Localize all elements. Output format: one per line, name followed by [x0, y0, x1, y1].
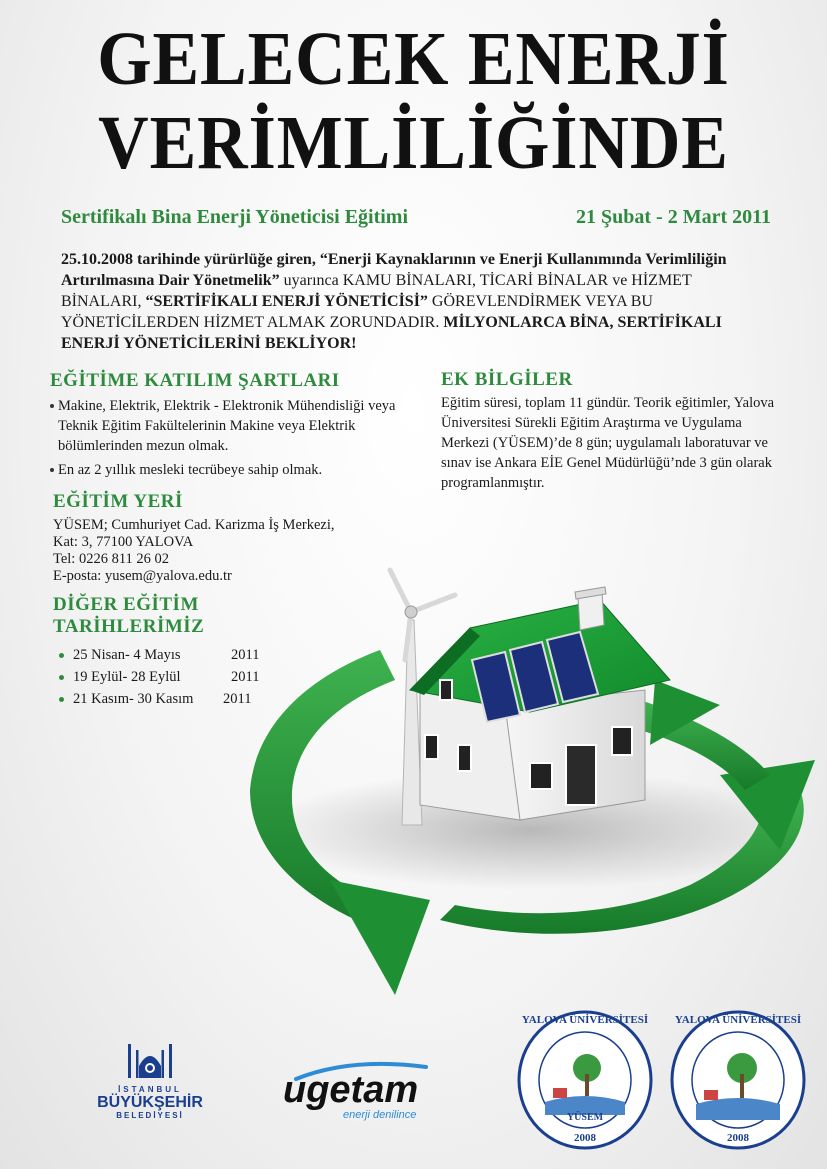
ibb-line-2: BÜYÜKŞEHİR	[97, 1094, 203, 1111]
list-item: En az 2 yıllık mesleki tecrübeye sahip olmak.	[50, 460, 420, 480]
address-line-2: Kat: 3, 77100 YALOVA	[53, 534, 194, 550]
address-line-1: YÜSEM; Cumhuriyet Cad. Karizma İş Merkezi,	[53, 517, 335, 533]
other-dates-heading: DİĞER EĞİTİM TARİHLERİMİZ	[53, 594, 205, 637]
recycle-arrow-top-right	[640, 680, 770, 790]
ibb-line-3: BELEDİYESİ	[116, 1111, 184, 1120]
extra-info-heading: EK BİLGİLER	[441, 369, 573, 390]
seal-center-text: YÜSEM	[566, 1112, 604, 1123]
intro-part-5: GÖREVLENDİRMEK VEYA BU YÖNETİCİLERDEN HİZMET ALMAK ZORUNDADIR.	[61, 293, 653, 331]
seal-year: 2008	[727, 1132, 749, 1144]
extra-info-section	[441, 369, 781, 493]
ugetam-logo	[283, 1063, 433, 1121]
intro-part-4: “SERTİFİKALI ENERJİ YÖNETİCİSİ”	[145, 293, 428, 310]
ibb-line-1: İSTANBUL	[118, 1085, 182, 1094]
list-item: Makine, Elektrik, Elektrik - Elektronik Mühendisliği veya Teknik Eğitim Fakültelerinin Makine veya Elektrik bölümlerinden mezun olmak.	[50, 396, 420, 456]
swoosh-icon	[291, 1061, 431, 1081]
intro-part-3: uyarınca KAMU BİNALARI, TİCARİ BİNALAR ve HİZMET BİNALARI,	[61, 272, 692, 310]
date-year: 2011	[223, 691, 252, 707]
date-range: 19 Eylül- 28 Eylül	[73, 669, 181, 685]
title-line-1: GELECEK ENERJİ	[97, 17, 730, 101]
intro-part-1: 25.10.2008 tarihinde yürürlüğe giren,	[61, 251, 320, 268]
requirements-heading: EĞİTİME KATILIM ŞARTLARI	[50, 370, 340, 391]
intro-part-6: MİLYONLARCA BİNA, SERTİFİKALI ENERJİ YÖNETİCİLERİNİ BEKLİYOR!	[61, 314, 722, 352]
phone: Tel: 0226 811 26 02	[53, 551, 170, 567]
ugetam-name: ugetam	[283, 1069, 419, 1111]
ugetam-tagline: enerji denilince	[343, 1109, 417, 1121]
seal-year: 2008	[574, 1132, 596, 1144]
date-year: 2011	[231, 669, 260, 685]
seal-ring-text: YALOVA ÜNİVERSİTESİ	[674, 1014, 802, 1026]
email: E-posta: yusem@yalova.edu.tr	[53, 568, 232, 584]
yalova-university-seal	[668, 1010, 808, 1150]
course-name: Sertifikalı Bina Enerji Yöneticisi Eğitimi	[61, 206, 409, 228]
house-illustration	[0, 560, 827, 1000]
requirements-section	[50, 370, 420, 484]
intro-part-2: “Enerji Kaynaklarının ve Enerji Kullanımında Verimliliğin Artırılmasına Dair Yönetmelik”	[61, 251, 727, 289]
mosque-icon	[125, 1040, 175, 1080]
title-line-2: VERİMLİLİĞİNDE	[98, 101, 729, 185]
intro-paragraph	[61, 249, 771, 354]
ibb-logo	[95, 1040, 205, 1120]
date-range: 25 Nisan- 4 Mayıs	[73, 647, 181, 663]
yusem-seal	[515, 1010, 655, 1150]
date-year: 2011	[231, 647, 260, 663]
course-dates: 21 Şubat - 2 Mart 2011	[576, 206, 771, 228]
seal-ring-text: YALOVA ÜNİVERSİTESİ	[521, 1014, 649, 1026]
extra-info-text: Eğitim süresi, toplam 11 gündür. Teorik eğitimler, Yalova Üniversitesi Sürekli Eğitim Araştırma ve Uygulama Merkezi (YÜSEM)’de 8 gün; uygulamalı laboratuvar ve sınav ise Ankara EİE Genel Müdürlüğü’nde 3 gün olarak programlanmıştır.	[441, 395, 775, 491]
subtitle	[61, 206, 771, 229]
requirements-list	[50, 396, 420, 480]
seal-graphic-icon	[515, 1010, 655, 1150]
location-heading: EĞİTİM YERİ	[53, 491, 183, 512]
house	[410, 587, 670, 820]
date-range: 21 Kasım- 30 Kasım	[73, 691, 194, 707]
seal-graphic-icon	[668, 1010, 808, 1150]
